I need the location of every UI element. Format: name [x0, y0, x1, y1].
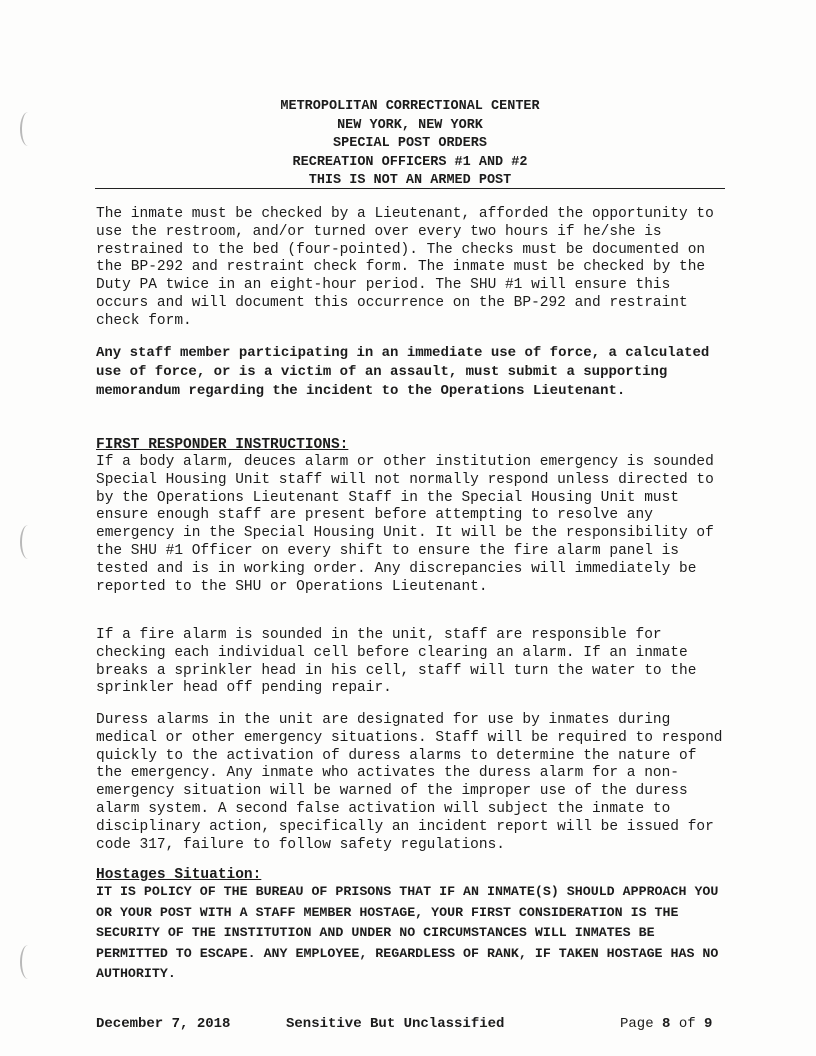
- page-current: 8: [662, 1016, 671, 1032]
- footer-date: December 7, 2018: [96, 1016, 231, 1032]
- document-header: [95, 98, 725, 191]
- restraint-paragraph: The inmate must be checked by a Lieutenant, afforded the opportunity to use the restroom, and/or turned over every two hours if he/she is restrained to the bed (four-pointed). The checks must be documented on the BP-292 and restraint check form. The inmate must be checked by the Duty PA twice in an eight-hour period. The SHU #1 will ensure this occurs and will document this occurrence on the BP-292 and restraint check form.: [96, 206, 714, 329]
- first-responder-heading: FIRST RESPONDER INSTRUCTIONS:: [96, 437, 349, 453]
- footer-classification: Sensitive But Unclassified: [286, 1016, 505, 1032]
- facility-name: METROPOLITAN CORRECTIONAL CENTER: [280, 99, 540, 114]
- post-armed-status: THIS IS NOT AN ARMED POST: [308, 173, 512, 188]
- punch-hole-mark-middle: [20, 525, 36, 559]
- page-footer: [96, 1016, 728, 1032]
- page-total: 9: [704, 1016, 713, 1032]
- hostages-paragraph: IT IS POLICY OF THE BUREAU OF PRISONS THAT IF AN INMATE(S) SHOULD APPROACH YOU OR YOUR POST WITH A STAFF MEMBER HOSTAGE, YOUR FIRST CONSIDERATION IS THE SECURITY OF THE INSTITUTION AND UNDER NO CIRCUMSTANCES WILL INMATES BE PERMITTED TO ESCAPE. ANY EMPLOYEE, REGARDLESS OF RANK, IF TAKEN HOSTAGE HAS NO AUTHORITY.: [96, 884, 719, 981]
- punch-hole-mark-bottom: [20, 945, 36, 979]
- punch-hole-mark-top: [20, 112, 36, 146]
- header-divider: [95, 188, 725, 189]
- hostages-heading: Hostages Situation:: [96, 867, 262, 883]
- document-type: SPECIAL POST ORDERS: [333, 136, 487, 151]
- page-number: [620, 1016, 712, 1032]
- post-title: RECREATION OFFICERS #1 AND #2: [292, 154, 528, 170]
- page-of: of: [678, 1016, 696, 1032]
- first-responder-paragraph: If a body alarm, deuces alarm or other institution emergency is sounded Special Housing Unit staff will not normally respond unless directed to by the Operations Lieutenant Staff in the Special Housing Unit must ensure enough staff are present before attempting to resolve any emergency in the Special Housing Unit. It will be the responsibility of the SHU #1 Officer on every shift to ensure the fire alarm panel is tested and is in working order. Any discrepancies will immediately be reported to the SHU or Operations Lieutenant.: [96, 454, 714, 595]
- fire-alarm-paragraph: If a fire alarm is sounded in the unit, staff are responsible for checking each individual cell before clearing an alarm. If an inmate breaks a sprinkler head in his cell, staff will turn the water to the sprinkler head off pending repair.: [96, 627, 697, 697]
- duress-alarm-paragraph: Duress alarms in the unit are designated for use by inmates during medical or other emergency situations. Staff will be required to respond quickly to the activation of duress alarms to determine the nature of the emergency. Any inmate who activates the duress alarm for a non-emergency situation will be warned of the improper use of the duress alarm system. A second false activation will subject the inmate to disciplinary action, specifically an incident report will be issued for code 317, failure to follow safety regulations.: [96, 712, 723, 853]
- facility-location: NEW YORK, NEW YORK: [337, 117, 483, 133]
- use-of-force-paragraph: Any staff member participating in an immediate use of force, a calculated use of force, or is a victim of an assault, must submit a supporting memorandum regarding the incident to the Operations Lieutenant.: [96, 345, 710, 399]
- page-label: Page: [620, 1016, 654, 1032]
